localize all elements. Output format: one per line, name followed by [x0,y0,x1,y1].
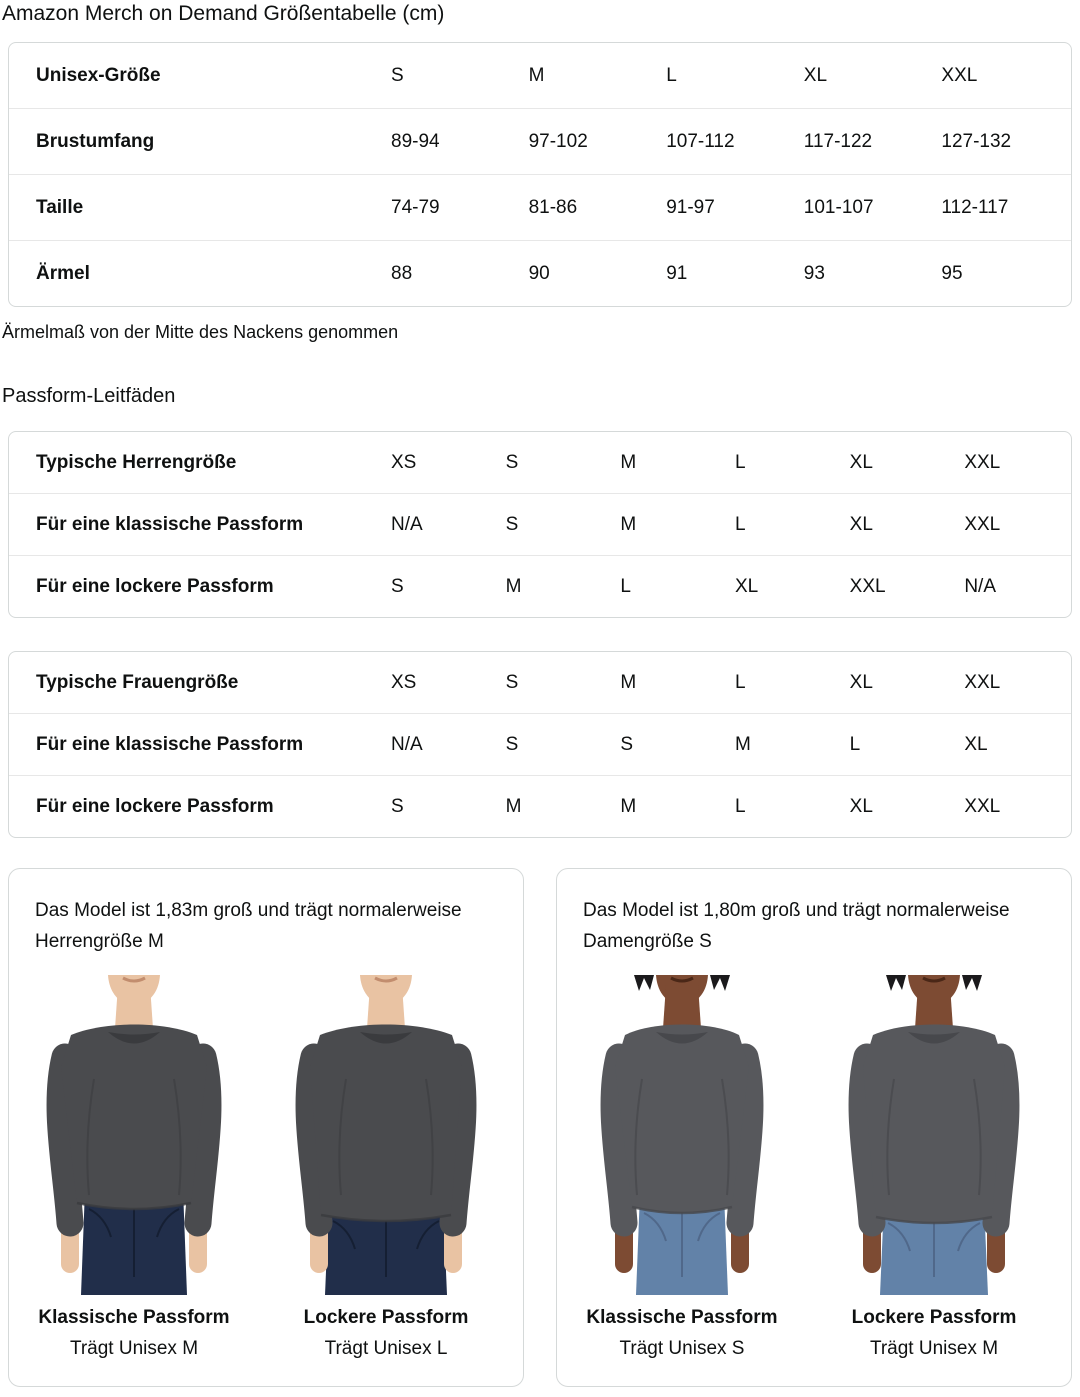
unisex-size-table [8,42,1072,307]
table-row [9,432,1071,493]
fit-label: Lockere Passform [303,1307,469,1328]
size-value: 107-112 [666,130,735,152]
size-value: S [505,513,519,535]
size-value: N/A [964,575,997,597]
size-value: 112-117 [941,196,1009,218]
size-value: S [391,64,404,86]
size-value: 117-122 [803,130,873,152]
size-value: 95 [941,262,963,284]
size-worn-label: Trägt Unisex M [869,1338,999,1359]
table-row [9,652,1071,713]
size-value: XL [849,795,873,817]
size-value: 127-132 [941,130,1012,152]
row-label: Typische Herrengröße [36,451,237,473]
mens-figures [35,975,507,1360]
fit-label: Klassische Passform [586,1307,778,1328]
fit-label: Klassische Passform [38,1307,230,1328]
size-value: XXL [964,451,1001,473]
size-value: S [620,733,634,755]
table-row [9,493,1071,555]
size-value: M [505,575,522,597]
model-cards-row [8,868,1072,1387]
table-row [9,174,1071,240]
model-photo [291,975,481,1295]
model-figure-loose-fit [835,975,1033,1360]
table-spacer [8,618,1072,651]
mens-model-description: Das Model ist 1,83m groß und trägt normalerweise Herrengröße M [35,900,462,952]
size-value: 91 [666,262,688,284]
sleeve-measurement-note: Ärmelmaß von der Mitte des Nackens genommen [2,322,399,342]
size-value: 91-97 [666,196,715,218]
size-value: M [528,64,545,86]
size-value: N/A [391,513,423,535]
size-value: S [505,451,519,473]
model-photo [39,975,229,1295]
size-value: L [734,795,746,817]
size-value: L [620,575,631,597]
row-label: Für eine lockere Passform [36,575,274,597]
size-value: XL [849,671,873,693]
model-figure-classic-fit [583,975,781,1360]
size-value: L [666,64,677,86]
womens-fit-table [8,651,1072,838]
row-label: Taille [36,196,84,218]
size-value: M [620,513,637,535]
size-worn-label: Trägt Unisex S [619,1338,745,1359]
size-value: XXL [941,64,978,86]
size-value: M [620,795,637,817]
size-value: 101-107 [803,196,874,218]
size-value: 93 [803,262,825,284]
size-value: XL [803,64,828,86]
size-value: 97-102 [528,130,588,152]
size-value: M [505,795,522,817]
size-value: M [620,671,637,693]
table-row [9,775,1071,837]
table-row [9,555,1071,617]
size-value: S [505,671,519,693]
table-row [9,713,1071,775]
size-value: 88 [391,262,413,284]
row-label: Für eine lockere Passform [36,795,274,817]
row-label: Für eine klassische Passform [36,513,304,535]
table-row [9,240,1071,306]
size-value: XL [849,451,873,473]
row-label: Typische Frauengröße [36,671,239,693]
size-value: 90 [528,262,550,284]
row-label: Für eine klassische Passform [36,733,304,755]
size-value: XXL [964,795,1001,817]
table-row [9,108,1071,174]
fit-label: Lockere Passform [851,1307,1017,1328]
size-value: S [391,575,404,597]
mens-fit-table [8,431,1072,618]
size-value: XL [964,733,988,755]
model-figure-classic-fit [35,975,233,1360]
size-value: XXL [849,575,886,597]
fit-guides-heading: Passform-Leitfäden [2,385,176,407]
model-figure-loose-fit [287,975,485,1360]
size-value: XS [391,671,417,693]
row-label: Brustumfang [36,130,155,152]
size-value: 89-94 [391,130,440,152]
size-value: N/A [391,733,423,755]
table-row [9,43,1071,108]
size-value: XS [391,451,417,473]
size-worn-label: Trägt Unisex L [324,1338,448,1359]
page-title: Amazon Merch on Demand Größentabelle (cm) [2,2,445,25]
womens-figures [583,975,1055,1360]
row-label: Unisex-Größe [36,64,161,86]
size-value: 74-79 [391,196,440,218]
size-value: S [505,733,519,755]
size-value: XXL [964,671,1001,693]
womens-model-card [556,868,1072,1387]
size-value: L [734,451,746,473]
size-value: XXL [964,513,1001,535]
size-value: 81-86 [528,196,578,218]
size-value: M [734,733,751,755]
model-photo [839,975,1029,1295]
row-label: Ärmel [36,262,90,284]
size-value: L [734,671,746,693]
size-value: M [620,451,637,473]
size-value: L [734,513,746,535]
size-value: S [391,795,404,817]
size-value: L [849,733,861,755]
mens-model-card [8,868,524,1387]
model-photo [587,975,777,1295]
size-value: XL [849,513,873,535]
size-value: XL [734,575,759,597]
womens-model-description: Das Model ist 1,80m groß und trägt normalerweise Damengröße S [583,900,1010,952]
size-worn-label: Trägt Unisex M [69,1338,199,1359]
